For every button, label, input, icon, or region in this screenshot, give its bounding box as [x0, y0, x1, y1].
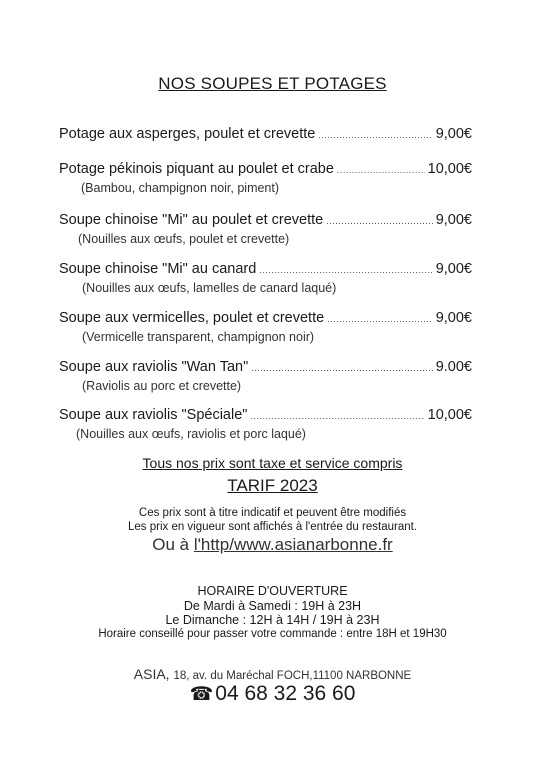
item-name: Soupe aux raviolis "Wan Tan" — [59, 359, 249, 375]
item-description: (Raviolis au porc et crevette) — [82, 379, 242, 393]
item-description: (Vermicelle transparent, champignon noir) — [82, 330, 315, 344]
item-price: 10,00€ — [427, 407, 472, 423]
hours-title: HORAIRE D'OUVERTURE — [197, 584, 348, 598]
phone-line — [0, 682, 545, 706]
website-line — [0, 535, 545, 555]
dot-leader — [318, 125, 432, 145]
dot-leader — [250, 406, 424, 426]
menu-item — [59, 405, 472, 442]
menu-item — [59, 159, 472, 196]
dot-leader — [327, 309, 433, 329]
dot-leader — [326, 211, 433, 231]
item-price: 10,00€ — [427, 161, 472, 177]
hours-line: Le Dimanche : 12H à 14H / 19H à 23H — [165, 613, 380, 627]
item-name: Soupe aux raviolis "Spéciale" — [59, 407, 248, 423]
disclaimer-line: Ces prix sont à titre indicatif et peuvent être modifiés — [138, 507, 407, 519]
address-text: 18, av. du Maréchal FOCH,11100 NARBONNE — [173, 670, 412, 682]
item-description: (Nouilles aux œufs, poulet et crevette) — [78, 232, 290, 246]
dot-leader — [259, 260, 432, 280]
item-price: 9.00€ — [435, 359, 472, 375]
item-description: (Bambou, champignon noir, piment) — [81, 181, 280, 195]
menu-item — [59, 259, 472, 296]
menu-item — [59, 210, 472, 247]
dot-leader — [337, 160, 425, 180]
item-price: 9,00€ — [435, 212, 472, 228]
hours-line: De Mardi à Samedi : 19H à 23H — [183, 599, 362, 613]
item-price: 9,00€ — [435, 126, 472, 142]
item-name: Potage aux asperges, poulet et crevette — [59, 126, 316, 142]
item-price: 9,00€ — [435, 261, 472, 277]
tarif-heading: TARIF 2023 — [227, 476, 318, 495]
website-link[interactable]: l'http/www.asianarbonne.fr — [193, 535, 393, 554]
address-line — [0, 666, 545, 682]
restaurant-name: ASIA, — [133, 666, 170, 682]
telephone-icon: ☎ — [189, 684, 214, 705]
phone-number[interactable]: 04 68 32 36 60 — [215, 682, 356, 705]
menu-item — [59, 308, 472, 345]
item-price: 9,00€ — [435, 310, 472, 326]
item-name: Soupe chinoise "Mi" au poulet et crevette — [59, 212, 324, 228]
disclaimer-line: Les prix en vigueur sont affichés à l'entrée du restaurant. — [127, 521, 418, 533]
item-name: Soupe aux vermicelles, poulet et crevette — [59, 310, 325, 326]
taxes-note: Tous nos prix sont taxe et service compris — [142, 455, 403, 471]
hours-line: Horaire conseillé pour passer votre commande : entre 18H et 19H30 — [98, 628, 447, 640]
menu-item — [59, 124, 472, 145]
item-name: Potage pékinois piquant au poulet et crabe — [59, 161, 334, 177]
page-title: NOS SOUPES ET POTAGES — [158, 74, 387, 93]
dot-leader — [251, 358, 432, 378]
website-prefix: Ou à — [152, 535, 194, 554]
item-description: (Nouilles aux œufs, raviolis et porc laqué) — [76, 427, 306, 441]
item-name: Soupe chinoise "Mi" au canard — [59, 261, 257, 277]
item-description: (Nouilles aux œufs, lamelles de canard laqué) — [82, 281, 337, 295]
menu-item — [59, 357, 472, 394]
